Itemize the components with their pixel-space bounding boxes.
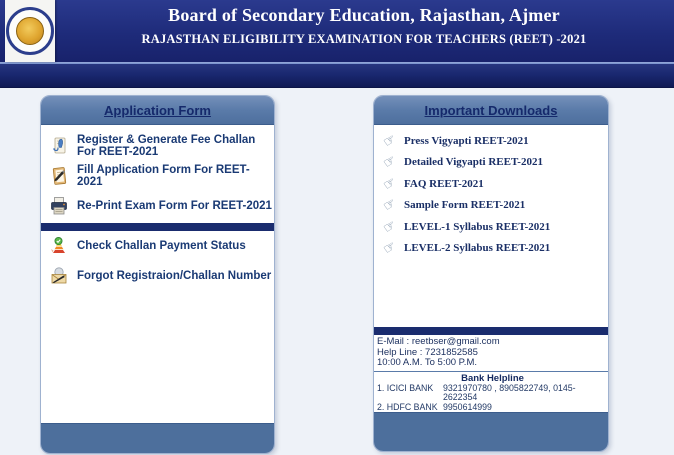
link-label: LEVEL-1 Syllabus REET-2021 <box>404 220 551 233</box>
hand-point-icon: ☞ <box>380 195 400 216</box>
link-label: Detailed Vigyapti REET-2021 <box>404 156 543 169</box>
board-emblem-icon <box>6 7 54 55</box>
link-label: FAQ REET-2021 <box>404 177 484 190</box>
link-label: Forgot Registraion/Challan Number <box>77 270 272 282</box>
navigation-strip <box>0 63 674 88</box>
application-form-primary-links <box>41 125 274 221</box>
site-header <box>0 0 674 63</box>
printer-icon <box>48 196 70 216</box>
bank-helpline-title: Bank Helpline <box>461 372 524 384</box>
link-label: Check Challan Payment Status <box>77 240 246 252</box>
header-titles <box>60 0 668 62</box>
page-subtitle: RAJASTHAN ELIGIBILITY EXAMINATION FOR TEACHERS (REET) -2021 <box>141 32 587 46</box>
application-form-title: Application Form <box>104 102 211 118</box>
contact-hours: 10:00 A.M. To 5:00 P.M. <box>377 357 477 368</box>
link-register-generate-challan[interactable] <box>41 131 274 161</box>
link-level2-syllabus[interactable] <box>374 238 608 260</box>
hand-point-icon: ☞ <box>380 130 400 151</box>
application-form-panel <box>40 95 275 454</box>
link-label: LEVEL-2 Syllabus REET-2021 <box>404 242 551 255</box>
contact-info-box <box>374 335 608 372</box>
bank-numbers: 9950614999 <box>443 402 492 413</box>
link-label: Press Vigyapti REET-2021 <box>404 134 529 147</box>
important-downloads-title: Important Downloads <box>424 102 558 118</box>
fill-form-icon <box>48 166 70 186</box>
link-label: Sample Form REET-2021 <box>404 199 526 212</box>
envelope-pen-icon <box>48 266 70 286</box>
link-faq[interactable] <box>374 173 608 195</box>
important-downloads-links <box>374 125 608 259</box>
emblem-gold-core <box>16 17 44 45</box>
hand-point-icon: ☞ <box>380 173 400 194</box>
link-label: Register & Generate Fee Challan For REET-2021 <box>77 134 256 158</box>
panel-divider-bar <box>41 223 274 231</box>
contact-email: E-Mail : reetbser@gmail.com <box>377 336 500 347</box>
page-title: Board of Secondary Education, Rajasthan, Ajmer <box>168 5 560 25</box>
link-label: Fill Application Form For REET-2021 <box>77 164 250 188</box>
hand-point-icon: ☞ <box>380 216 400 237</box>
application-form-secondary-links <box>41 231 274 291</box>
bank-helpline-row <box>377 384 608 404</box>
link-label: Re-Print Exam Form For REET-2021 <box>77 200 272 212</box>
application-form-panel-footer <box>41 423 274 453</box>
bank-name: 1. ICICI BANK <box>377 382 434 393</box>
panel-divider-bar <box>374 327 608 335</box>
important-downloads-header <box>374 96 608 125</box>
link-forgot-registration-challan-number[interactable] <box>41 261 274 291</box>
bank-name: 2. HDFC BANK <box>377 402 438 413</box>
important-downloads-panel <box>373 95 609 452</box>
link-level1-syllabus[interactable] <box>374 216 608 238</box>
board-logo <box>5 0 55 62</box>
link-check-challan-payment-status[interactable] <box>41 231 274 261</box>
hand-point-icon: ☞ <box>380 152 400 173</box>
bank-numbers: 9321970780 , 8905822749, 0145-2622354 <box>443 382 576 403</box>
application-form-header <box>41 96 274 125</box>
link-sample-form[interactable] <box>374 195 608 217</box>
payment-status-icon <box>48 236 70 256</box>
hand-point-icon: ☞ <box>380 238 400 259</box>
contact-helpline: Help Line : 7231852585 <box>377 346 478 358</box>
important-downloads-panel-footer <box>374 412 608 451</box>
register-document-icon <box>48 136 70 156</box>
link-detailed-vigyapti[interactable] <box>374 152 608 174</box>
link-reprint-exam-form[interactable] <box>41 191 274 221</box>
link-press-vigyapti[interactable] <box>374 130 608 152</box>
link-fill-application-form[interactable] <box>41 161 274 191</box>
